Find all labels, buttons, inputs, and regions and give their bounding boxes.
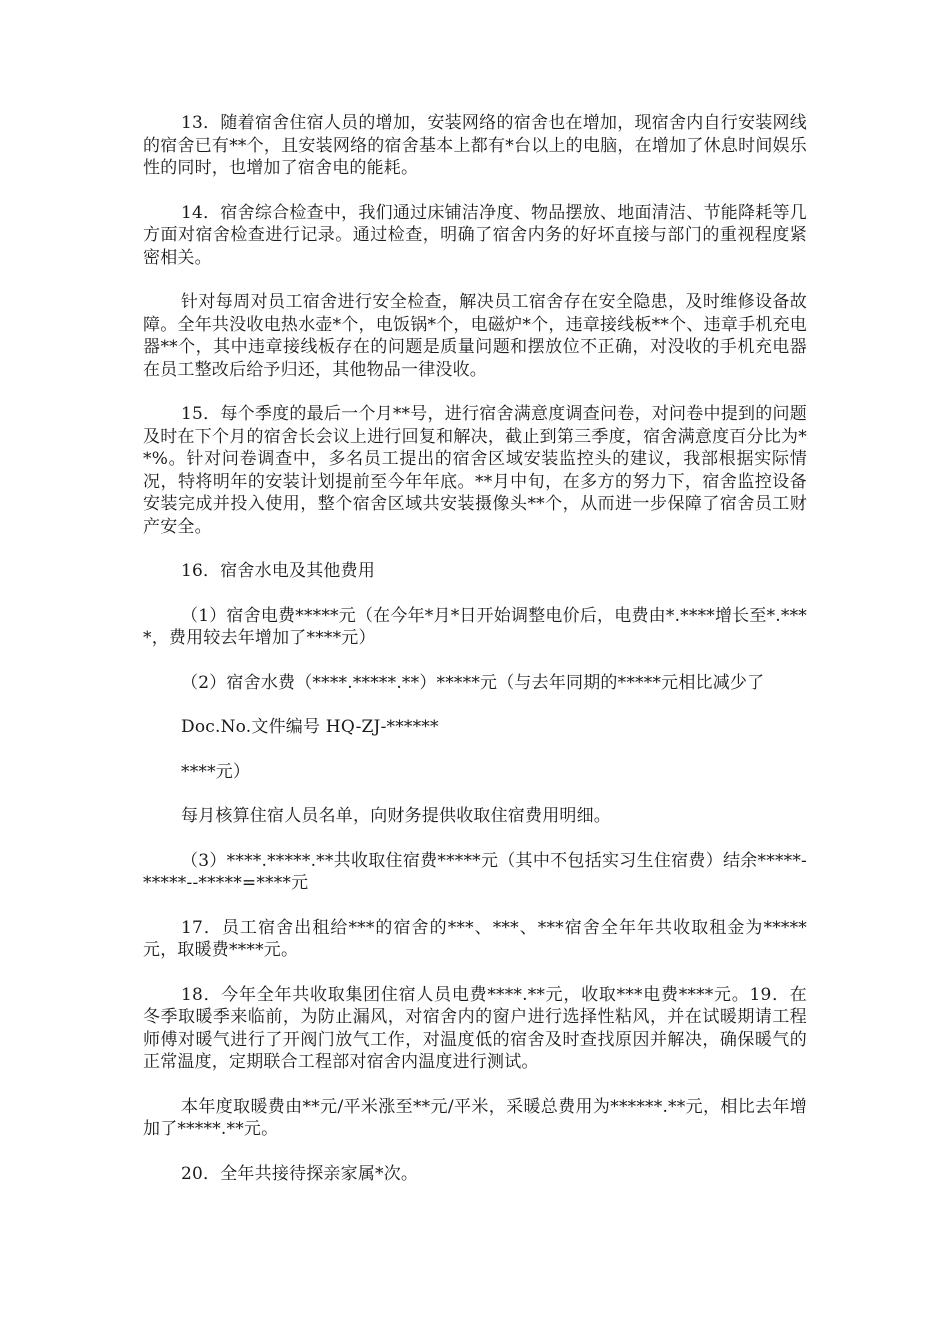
paragraph-15: 15．每个季度的最后一个月**号，进行宿舍满意度调查问卷，对问卷中提到的问题及时在下个月的宿舍长会议上进行回复和解决，截止到第三季度，宿舍满意度百分比为**%。针对问卷调查中，多名员工提出的宿舍区域安装监控头的建议，我部根据实际情况，特将明年的安装计划提前至今年年底。**月中旬，在多方的努力下，宿舍监控设备安装完成并投入使用，整个宿舍区域共安装摄像头**个，从而进一步保障了宿舍员工财产安全。 (143, 404, 807, 537)
paragraph-17: 17．员工宿舍出租给***的宿舍的***、***、***宿舍全年年共收取租金为*****元，取暖费****元。 (143, 917, 807, 960)
paragraph-water-fee: （2）宿舍水费（****.*****.**）*****元（与去年同期的*****元相比减少了 (181, 672, 765, 693)
paragraph-safety-inspection: 针对每周对员工宿舍进行安全检查，解决员工宿舍存在安全隐患，及时维修设备故障。全年共没收电热水壶*个，电饭锅*个，电磁炉*个，违章接线板**个、违章手机充电器**个，其中违章接线板存在的问题是质量问题和摆放位不正确，对没收的手机充电器在员工整改后给予归还，其他物品一律没收。 (143, 292, 807, 380)
paragraph-monthly-accounting: 每月核算住宿人员名单，向财务提供收取住宿费用明细。 (181, 806, 611, 826)
paragraph-water-fee-continued: ****元） (181, 761, 251, 782)
paragraph-13: 13．随着宿舍住宿人员的增加，安装网络的宿舍也在增加，现宿舍内自行安装网线的宿舍已有**个，且安装网络的宿舍基本上都有*台以上的电脑，在增加了休息时间娱乐性的同时，也增加了宿舍电的能耗。 (143, 113, 807, 178)
paragraph-heating-fee: 本年度取暖费由**元/平米涨至**元/平米，采暖总费用为******.**元，相比去年增加了*****.**元。 (143, 1096, 807, 1139)
paragraph-18-19: 18．今年全年共收取集团住宿人员电费****.**元，收取***电费****元。19．在冬季取暖季来临前，为防止漏风，对宿舍内的窗户进行选择性粘风，并在试暖期请工程师傅对暖气进行了开阀门放气工作，对温度低的宿舍及时查找原因并解决，确保暖气的正常温度，定期联合工程部对宿舍内温度进行测试。 (143, 984, 807, 1072)
paragraph-14: 14．宿舍综合检查中，我们通过床铺洁净度、物品摆放、地面清洁、节能降耗等几方面对宿舍检查进行记录。通过检查，明确了宿舍内务的好坏直接与部门的重视程度紧密相关。 (143, 202, 807, 268)
document-number: Doc.No.文件编号 HQ-ZJ-****** (181, 717, 439, 737)
document-body (143, 112, 807, 1207)
paragraph-20: 20．全年共接待探亲家属*次。 (181, 1163, 419, 1184)
paragraph-16-heading: 16．宿舍水电及其他费用 (181, 561, 376, 581)
paragraph-electricity-fee: （1）宿舍电费*****元（在今年*月*日开始调整电价后，电费由*.****增长至*.****，费用较去年增加了****元） (143, 605, 807, 648)
paragraph-accommodation-fee: （3）****.*****.**共收取住宿费*****元（其中不包括实习生住宿费）结余*****-*****--*****=****元 (143, 850, 807, 893)
